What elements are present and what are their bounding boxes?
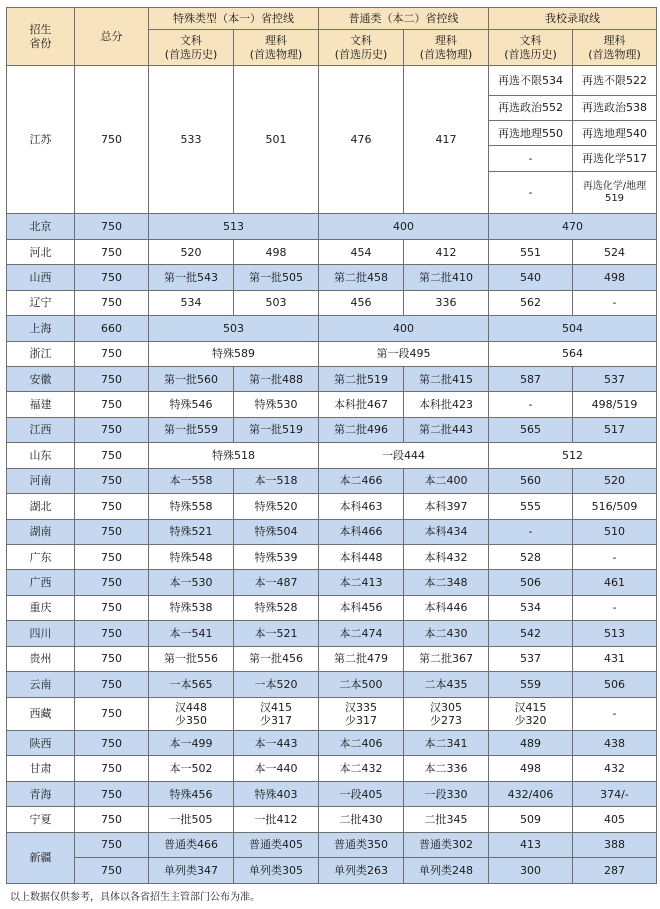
score-cell: 汉448 少350 [149, 697, 234, 731]
total-cell: 750 [75, 417, 149, 442]
score-cell: 二本435 [404, 672, 489, 697]
score-cell: 一本520 [234, 672, 319, 697]
table-row [7, 367, 657, 392]
score-cell: 二批430 [319, 807, 404, 832]
table-row [7, 316, 657, 341]
score-cell: 555 [489, 494, 573, 519]
score-cell: 特殊403 [234, 781, 319, 806]
province-cell: 贵州 [7, 646, 75, 671]
score-cell: - [489, 519, 573, 544]
score-cell: 单列类248 [404, 858, 489, 884]
province-cell: 湖北 [7, 494, 75, 519]
score-cell: 特殊548 [149, 544, 234, 569]
table-row [7, 392, 657, 417]
score-cell: 564 [489, 341, 657, 366]
score-cell: 汉415 少317 [234, 697, 319, 731]
score-cell: 454 [319, 239, 404, 264]
score-cell: 本一487 [234, 570, 319, 595]
score-cell: 498/519 [573, 392, 657, 417]
table-row [7, 265, 657, 290]
province-cell: 山西 [7, 265, 75, 290]
score-cell: 510 [573, 519, 657, 544]
score-cell: 565 [489, 417, 573, 442]
score-cell: 本二348 [404, 570, 489, 595]
score-cell: 506 [489, 570, 573, 595]
score-cell: 本一499 [149, 731, 234, 756]
table-row [7, 544, 657, 569]
table-row [7, 858, 657, 884]
header-school-line: 我校录取线 [489, 8, 657, 30]
table-row [7, 468, 657, 493]
score-cell: 432/406 [489, 781, 573, 806]
header-province: 招生 省份 [7, 8, 75, 66]
score-cell: - [489, 146, 573, 171]
score-cell: 本科批467 [319, 392, 404, 417]
header-special-line: 特殊类型（本一）省控线 [149, 8, 319, 30]
table-row [7, 832, 657, 857]
score-cell: - [573, 697, 657, 731]
province-cell: 湖南 [7, 519, 75, 544]
province-cell: 甘肃 [7, 756, 75, 781]
score-cell: 特殊518 [149, 443, 319, 468]
header-arts: 文科 (首选历史) [489, 30, 573, 66]
score-cell: 520 [149, 239, 234, 264]
total-cell: 750 [75, 443, 149, 468]
header-arts: 文科 (首选历史) [149, 30, 234, 66]
score-cell: 504 [489, 316, 657, 341]
province-cell: 江西 [7, 417, 75, 442]
table-row [7, 621, 657, 646]
footnote: 以上数据仅供参考，具体以各省招生主管部门公布为准。 [10, 892, 260, 903]
table-row [7, 443, 657, 468]
score-cell: 一批412 [234, 807, 319, 832]
total-cell: 750 [75, 731, 149, 756]
total-cell: 750 [75, 468, 149, 493]
score-cell: 287 [573, 858, 657, 884]
score-cell: 第二批496 [319, 417, 404, 442]
score-cell: 501 [234, 66, 319, 214]
header-regular-line: 普通类（本二）省控线 [319, 8, 489, 30]
score-cell: 本科446 [404, 595, 489, 620]
score-cell: 二本500 [319, 672, 404, 697]
score-cell: 本一558 [149, 468, 234, 493]
score-cell: 特殊539 [234, 544, 319, 569]
province-cell: 四川 [7, 621, 75, 646]
province-cell: 辽宁 [7, 290, 75, 315]
score-cell: 特殊521 [149, 519, 234, 544]
score-cell: 520 [573, 468, 657, 493]
score-cell: 汉415 少320 [489, 697, 573, 731]
score-cell: 542 [489, 621, 573, 646]
province-cell: 宁夏 [7, 807, 75, 832]
header-science: 理科 (首选物理) [573, 30, 657, 66]
total-cell: 750 [75, 697, 149, 731]
province-cell: 江苏 [7, 66, 75, 214]
score-cell: 再选政治552 [489, 95, 573, 120]
score-cell: 本二466 [319, 468, 404, 493]
score-cell: 559 [489, 672, 573, 697]
total-cell: 750 [75, 290, 149, 315]
score-cell: 本科432 [404, 544, 489, 569]
score-cell: 特殊520 [234, 494, 319, 519]
total-cell: 750 [75, 672, 149, 697]
score-cell: 本二413 [319, 570, 404, 595]
table-row [7, 781, 657, 806]
province-cell: 安徽 [7, 367, 75, 392]
score-cell: 第一批519 [234, 417, 319, 442]
total-cell: 750 [75, 858, 149, 884]
score-cell: 特殊538 [149, 595, 234, 620]
score-cell: 本一518 [234, 468, 319, 493]
table-row [7, 646, 657, 671]
province-cell: 河北 [7, 239, 75, 264]
score-cell: 417 [404, 66, 489, 214]
score-cell: 503 [234, 290, 319, 315]
province-cell: 云南 [7, 672, 75, 697]
table-row [7, 570, 657, 595]
province-cell: 广东 [7, 544, 75, 569]
score-cell: 本科463 [319, 494, 404, 519]
total-cell: 750 [75, 570, 149, 595]
score-cell: 513 [573, 621, 657, 646]
table-row [7, 807, 657, 832]
score-cell: 特殊530 [234, 392, 319, 417]
total-cell: 750 [75, 807, 149, 832]
total-cell: 750 [75, 646, 149, 671]
score-cell: - [573, 544, 657, 569]
province-cell: 河南 [7, 468, 75, 493]
header-total: 总分 [75, 8, 149, 66]
score-cell: 560 [489, 468, 573, 493]
total-cell: 750 [75, 239, 149, 264]
table-row [7, 239, 657, 264]
table-row [7, 519, 657, 544]
score-cell: 普通类405 [234, 832, 319, 857]
score-cell: 本一521 [234, 621, 319, 646]
score-cell: 汉335 少317 [319, 697, 404, 731]
province-cell: 上海 [7, 316, 75, 341]
score-cell: 509 [489, 807, 573, 832]
total-cell: 750 [75, 544, 149, 569]
total-cell: 750 [75, 595, 149, 620]
score-cell: 587 [489, 367, 573, 392]
score-cell: 470 [489, 214, 657, 239]
province-cell: 广西 [7, 570, 75, 595]
score-cell: 本二336 [404, 756, 489, 781]
score-cell: 本二341 [404, 731, 489, 756]
score-cell: 本一541 [149, 621, 234, 646]
score-cell: 第一批456 [234, 646, 319, 671]
province-cell: 重庆 [7, 595, 75, 620]
score-cell: 第二批410 [404, 265, 489, 290]
score-cell: 再选化学/地理 519 [573, 171, 657, 214]
table-row [7, 731, 657, 756]
score-cell: 534 [489, 595, 573, 620]
score-cell: 498 [489, 756, 573, 781]
score-cell: 540 [489, 265, 573, 290]
table-row [7, 66, 657, 96]
score-cell: 一段444 [319, 443, 489, 468]
score-cell: 本一502 [149, 756, 234, 781]
total-cell: 750 [75, 756, 149, 781]
header-science: 理科 (首选物理) [404, 30, 489, 66]
table-row [7, 341, 657, 366]
province-cell: 山东 [7, 443, 75, 468]
score-cell: 431 [573, 646, 657, 671]
score-cell: 再选化学517 [573, 146, 657, 171]
score-cell: 本二474 [319, 621, 404, 646]
score-cell: 特殊546 [149, 392, 234, 417]
score-cell: 本科434 [404, 519, 489, 544]
score-cell: 再选地理550 [489, 120, 573, 145]
score-cell: 528 [489, 544, 573, 569]
score-cell: 432 [573, 756, 657, 781]
score-cell: 498 [573, 265, 657, 290]
score-cell: 再选不限522 [573, 66, 657, 96]
score-cell: 413 [489, 832, 573, 857]
score-cell: 本二430 [404, 621, 489, 646]
score-cell: 第二批443 [404, 417, 489, 442]
table-row [7, 494, 657, 519]
total-cell: 750 [75, 781, 149, 806]
score-cell: 本科456 [319, 595, 404, 620]
score-cell: 单列类263 [319, 858, 404, 884]
score-cell: 第一批488 [234, 367, 319, 392]
score-cell: 533 [149, 66, 234, 214]
province-cell: 西藏 [7, 697, 75, 731]
score-cell: 第一批543 [149, 265, 234, 290]
total-cell: 750 [75, 494, 149, 519]
province-cell: 北京 [7, 214, 75, 239]
score-cell: - [573, 290, 657, 315]
score-cell: 388 [573, 832, 657, 857]
score-cell: 537 [489, 646, 573, 671]
total-cell: 750 [75, 341, 149, 366]
score-cell: 第二批519 [319, 367, 404, 392]
score-cell: 本二400 [404, 468, 489, 493]
score-cell: 特殊456 [149, 781, 234, 806]
score-cell: 551 [489, 239, 573, 264]
province-cell: 浙江 [7, 341, 75, 366]
score-cell: - [489, 392, 573, 417]
total-cell: 750 [75, 367, 149, 392]
score-cell: 405 [573, 807, 657, 832]
score-cell: 本科448 [319, 544, 404, 569]
score-cell: - [489, 171, 573, 214]
score-cell: 524 [573, 239, 657, 264]
score-cell: 本科466 [319, 519, 404, 544]
score-cell: 本二406 [319, 731, 404, 756]
score-cell: 438 [573, 731, 657, 756]
score-cell: 第一批556 [149, 646, 234, 671]
score-cell: 第二批415 [404, 367, 489, 392]
table-row [7, 290, 657, 315]
table-row [7, 672, 657, 697]
score-cell: 汉305 少273 [404, 697, 489, 731]
score-cell: 537 [573, 367, 657, 392]
total-cell: 750 [75, 66, 149, 214]
province-cell: 福建 [7, 392, 75, 417]
score-cell: 再选地理540 [573, 120, 657, 145]
table-row [7, 214, 657, 239]
score-cell: 506 [573, 672, 657, 697]
admission-score-table [6, 7, 657, 884]
score-cell: 513 [149, 214, 319, 239]
table-row [7, 595, 657, 620]
province-cell: 青海 [7, 781, 75, 806]
score-cell: 一段405 [319, 781, 404, 806]
score-cell: 512 [489, 443, 657, 468]
score-cell: 一批505 [149, 807, 234, 832]
score-cell: 二批345 [404, 807, 489, 832]
table-row [7, 756, 657, 781]
score-cell: 单列类347 [149, 858, 234, 884]
score-cell: 517 [573, 417, 657, 442]
score-cell: 普通类466 [149, 832, 234, 857]
score-cell: 516/509 [573, 494, 657, 519]
score-cell: 374/- [573, 781, 657, 806]
header-science: 理科 (首选物理) [234, 30, 319, 66]
score-cell: 489 [489, 731, 573, 756]
score-cell: 普通类302 [404, 832, 489, 857]
total-cell: 750 [75, 519, 149, 544]
score-cell: 456 [319, 290, 404, 315]
score-cell: 普通类350 [319, 832, 404, 857]
total-cell: 750 [75, 832, 149, 857]
score-cell: 本一530 [149, 570, 234, 595]
score-cell: 本二432 [319, 756, 404, 781]
total-cell: 750 [75, 621, 149, 646]
score-cell: 本科397 [404, 494, 489, 519]
score-cell: 300 [489, 858, 573, 884]
score-cell: 本科批423 [404, 392, 489, 417]
score-cell: 再选政治538 [573, 95, 657, 120]
score-cell: 第一批505 [234, 265, 319, 290]
score-cell: 476 [319, 66, 404, 214]
table-body [7, 66, 657, 884]
total-cell: 750 [75, 265, 149, 290]
score-cell: 再选不限534 [489, 66, 573, 96]
score-cell: 特殊589 [149, 341, 319, 366]
total-cell: 750 [75, 392, 149, 417]
score-cell: 本一440 [234, 756, 319, 781]
score-cell: 336 [404, 290, 489, 315]
province-cell: 陕西 [7, 731, 75, 756]
score-cell: 461 [573, 570, 657, 595]
score-cell: 400 [319, 316, 489, 341]
table-row [7, 697, 657, 731]
score-cell: 特殊528 [234, 595, 319, 620]
score-cell: 特殊558 [149, 494, 234, 519]
score-cell: 412 [404, 239, 489, 264]
score-cell: 503 [149, 316, 319, 341]
total-cell: 750 [75, 214, 149, 239]
score-cell: 534 [149, 290, 234, 315]
score-cell: 第一批560 [149, 367, 234, 392]
score-cell: 第一批559 [149, 417, 234, 442]
score-cell: 一段330 [404, 781, 489, 806]
table-row [7, 417, 657, 442]
header-arts: 文科 (首选历史) [319, 30, 404, 66]
score-cell: 562 [489, 290, 573, 315]
score-cell: 498 [234, 239, 319, 264]
province-cell: 新疆 [7, 832, 75, 883]
score-cell: 第一段495 [319, 341, 489, 366]
total-cell: 660 [75, 316, 149, 341]
score-cell: 本一443 [234, 731, 319, 756]
score-cell: 第二批479 [319, 646, 404, 671]
score-cell: 一本565 [149, 672, 234, 697]
score-cell: 特殊504 [234, 519, 319, 544]
score-cell: 单列类305 [234, 858, 319, 884]
score-cell: 第二批458 [319, 265, 404, 290]
score-cell: 第二批367 [404, 646, 489, 671]
score-cell: - [573, 595, 657, 620]
score-cell: 400 [319, 214, 489, 239]
